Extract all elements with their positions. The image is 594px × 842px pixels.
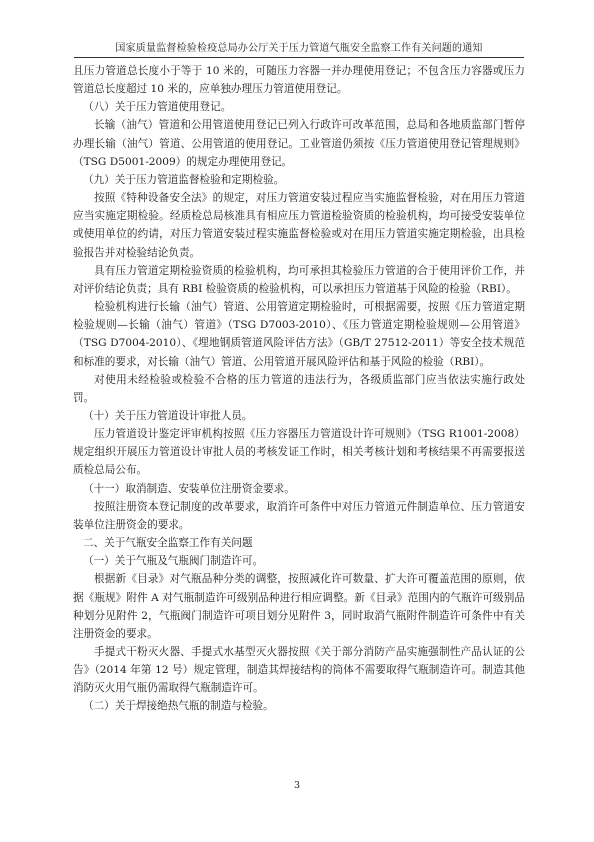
header-rule (74, 57, 524, 58)
section-heading: （一）关于气瓶及气瓶阀门制造许可。 (83, 555, 264, 568)
section-heading: （十一）取消制造、安装单位注册资金要求。 (83, 482, 295, 495)
paragraph: 根据新《目录》对气瓶品种分类的调整，按照减化许可数量、扩大许可覆盖范围的原则，依据《瓶规》附件 A 对气瓶制造许可级别品种进行相应调整。新《目录》范围内的气瓶许可级别品种划分见附件 2，气瓶阀门制造许可项目划分见附件 3，同时取消气瓶附件制造许可条件中有关注册资金的要求。 (73, 573, 525, 640)
paragraph: 对使用未经检验或检验不合格的压力管道的违法行为，各级质监部门应当依法实施行政处罚。 (73, 373, 525, 404)
paragraph: 按照注册资本登记制度的改革要求，取消许可条件中对压力管道元件制造单位、压力管道安装单位注册资金的要求。 (73, 500, 525, 531)
section-heading: （九）关于压力管道监督检验和定期检验。 (83, 173, 285, 186)
paragraph: 具有压力管道定期检验资质的检验机构，均可承担其检验压力管道的合于使用评价工作，并对评价结论负责；具有 RBI 检验资质的检验机构，可以承担压力管道基于风险的检验（RBI）。 (73, 264, 525, 295)
paragraph: 且压力管道总长度小于等于 10 米的，可随压力容器一并办理使用登记；不包含压力容器或压力管道总长度超过 10 米的，应单独办理压力管道使用登记。 (73, 65, 525, 96)
section-heading: （十）关于压力管道设计审批人员。 (83, 409, 253, 422)
paragraph: 长输（油气）管道和公用管道使用登记已列入行政许可改革范围，总局和各地质监部门暂停办理长输（油气）管道、公用管道的使用登记。工业管道仍须按《压力管道使用登记管理规则》（TSG D5001-2009）的规定办理使用登记。 (73, 119, 525, 168)
chapter-heading: 二、关于气瓶安全监察工作有关问题 (83, 537, 253, 550)
paragraph: 压力管道设计鉴定评审机构按照《压力容器压力管道设计许可规则》（TSG R1001-2008）规定组织开展压力管道设计审批人员的考核发证工作时，相关考核计划和考核结果不再需要报送质检总局公布。 (73, 428, 525, 477)
section-heading: （二）关于焊接绝热气瓶的制造与检验。 (83, 700, 274, 713)
paragraph: 检验机构进行长输（油气）管道、公用管道定期检验时，可根据需要，按照《压力管道定期检验规则—长输（油气）管道》（TSG D7003-2010）、《压力管道定期检验规则—公用管道》（TSG D7004-2010）、《埋地钢质管道风险评估方法》（GB/T 27512-2011）等安全技术规范和标准的要求，对长输（油气）管道、公用管道开展风险评估和基于风险的检验（RBI）。 (73, 301, 525, 368)
paragraph: 手提式干粉灭火器、手提式水基型灭火器按照《关于部分消防产品实施强制性产品认证的公告》（2014 年第 12 号）规定管理，制造其焊接结构的筒体不需要取得气瓶制造许可。制造其他消防灭火用气瓶仍需取得气瓶制造许可。 (73, 646, 525, 695)
paragraph: 按照《特种设备安全法》的规定，对压力管道安装过程应当实施监督检验，对在用压力管道应当实施定期检验。经质检总局核准具有相应压力管道检验资质的检验机构，均可接受安装单位或使用单位的约请，对压力管道安装过程实施监督检验或对在用压力管道实施定期检验，出具检验报告并对检验结论负责。 (73, 192, 525, 259)
section-heading: （八）关于压力管道使用登记。 (83, 101, 232, 114)
page-number: 3 (293, 780, 301, 791)
document-body (73, 62, 525, 716)
running-header: 国家质量监督检验检疫总局办公厅关于压力管道气瓶安全监察工作有关问题的通知 (115, 43, 483, 54)
